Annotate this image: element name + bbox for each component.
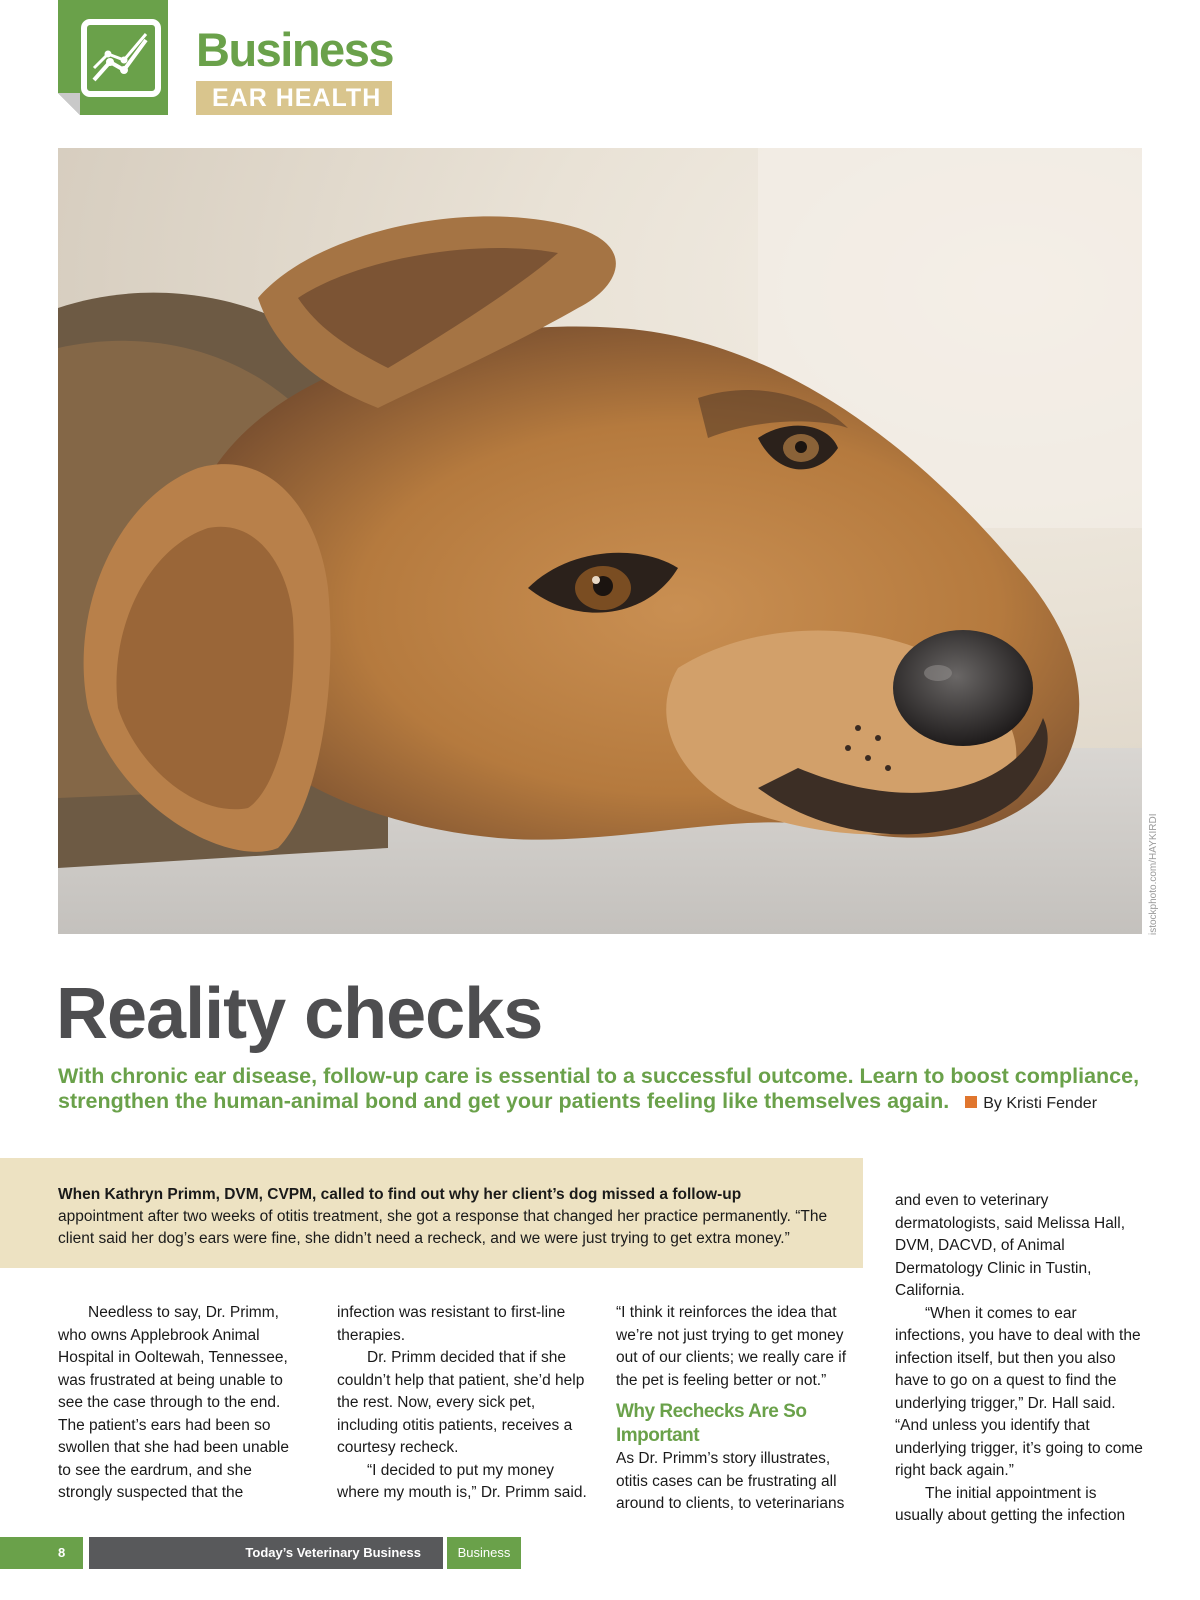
article-deck [58, 1064, 1148, 1116]
byline-marker [965, 1096, 977, 1108]
col3-paragraph-2: As Dr. Primm’s story illustrates, otitis cases can be frustrating all around to clients, to veterinarians [616, 1450, 845, 1512]
col2-paragraph-2: Dr. Primm decided that if she couldn’t help that patient, she’d help the rest. Now, every sick pet, including otitis patients, receives a courtesy recheck. [337, 1349, 585, 1456]
byline: By Kristi Fender [983, 1095, 1098, 1112]
trend-line-chart-icon [80, 18, 162, 98]
deck-text: With chronic ear disease, follow-up care is essential to a successful outcome. Learn to boost compliance, strengthen the human-animal bond and get your patients feeling like themselves again. [58, 1064, 1140, 1113]
section-badge [58, 0, 168, 115]
intro-lead: When Kathryn Primm, DVM, CVPM, called to find out why her client’s dog missed a follow-up [58, 1186, 742, 1203]
intro-box [0, 1158, 863, 1268]
article-headline: Reality checks [56, 974, 543, 1054]
col4-paragraph-3: The initial appointment is usually about getting the infection [895, 1484, 1126, 1524]
col4-paragraph-2: “When it comes to ear infections, you have to deal with the infection itself, but then you also have to go on a quest to find the underlying trigger,” Dr. Hall said. “And unless you identify that underlying trigger, it’s going to come right back again.” [895, 1304, 1143, 1479]
footer-magazine-name: Today’s Veterinary Business [89, 1537, 443, 1569]
footer-section-name: Business [447, 1537, 521, 1569]
column-2 [337, 1302, 587, 1505]
column-1 [58, 1302, 306, 1505]
column-4 [895, 1190, 1145, 1528]
col3-paragraph-1: “I think it reinforces the idea that we’re not just trying to get money out of our clients; we really care if the pet is feeling better or not.” [616, 1304, 847, 1389]
col3-subheading: Why Rechecks Are So Important [616, 1401, 807, 1446]
col2-paragraph-3: “I decided to put my money where my mouth is,” Dr. Primm said. [337, 1461, 587, 1501]
badge-corner-fold [58, 93, 80, 115]
intro-text: appointment after two weeks of otitis treatment, she got a response that changed her practice permanently. “The client said her dog’s ears were fine, she didn’t need a recheck, and we were just trying to get extra money.” [58, 1208, 828, 1247]
photo-credit: istockphoto.com/HAYKIRDI [1148, 813, 1159, 935]
col2-paragraph-1: infection was resistant to first-line therapies. [337, 1304, 566, 1344]
section-subtitle: EAR HEALTH [196, 81, 392, 115]
column-3 [616, 1302, 866, 1516]
col1-paragraph: Needless to say, Dr. Primm, who owns Applebrook Animal Hospital in Ooltewah, Tennessee, was frustrated at being unable to see the case through to the end. The patient’s ears had been so swollen that she had been unable to see the eardrum, and she strongly suspected that the [58, 1304, 289, 1501]
hero-photo-dog [58, 148, 1142, 934]
col4-paragraph-1: and even to veterinary dermatologists, said Melissa Hall, DVM, DACVD, of Animal Dermatology Clinic in Tustin, California. [895, 1192, 1126, 1299]
section-title: Business [196, 23, 393, 76]
dog-illustration [58, 148, 1142, 934]
page-number: 8 [0, 1537, 83, 1569]
